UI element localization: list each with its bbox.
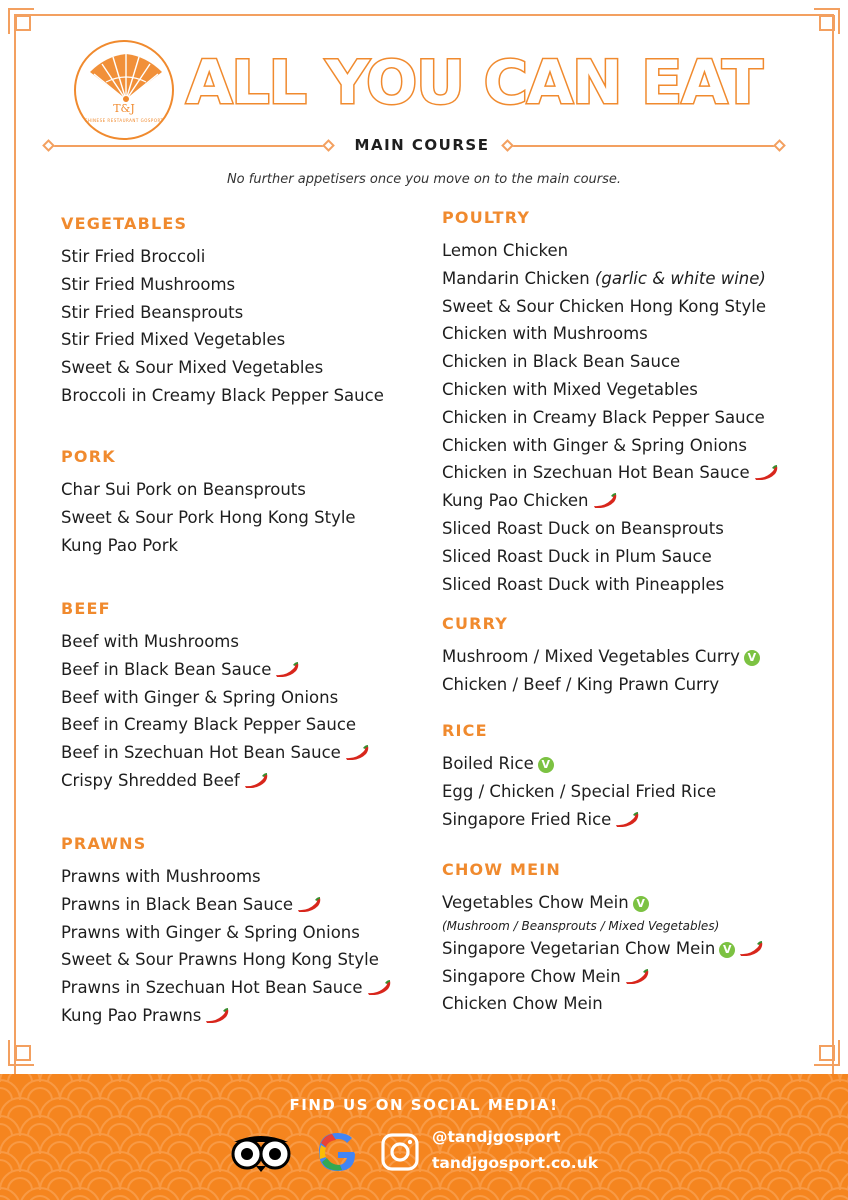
menu-item xyxy=(61,326,421,354)
menu-item-name: Singapore Vegetarian Chow Mein xyxy=(442,938,716,958)
chili-pepper-icon xyxy=(274,661,300,677)
menu-section-beef xyxy=(61,598,421,795)
page-title: ALL YOU CAN EAT xyxy=(186,48,762,118)
menu-item xyxy=(442,643,822,671)
vegetarian-icon: V xyxy=(633,896,649,912)
border-corner-top-right xyxy=(814,8,840,34)
menu-item-name: Prawns with Ginger & Spring Onions xyxy=(61,922,360,942)
menu-item-name: Stir Fried Mushrooms xyxy=(61,274,236,294)
menu-item xyxy=(61,382,421,410)
divider-diamond xyxy=(42,139,55,152)
menu-item xyxy=(61,919,421,947)
vegetarian-icon: V xyxy=(744,650,760,666)
border-corner-bottom-right xyxy=(814,1040,840,1066)
instagram-handle[interactable]: @tandjgosport xyxy=(432,1128,561,1146)
menu-item xyxy=(442,376,822,404)
chili-pepper-icon xyxy=(592,492,618,508)
footer-title: FIND US ON SOCIAL MEDIA! xyxy=(289,1096,559,1114)
divider-right xyxy=(510,145,778,147)
tripadvisor-owl-icon[interactable] xyxy=(230,1132,292,1172)
section-title: BEEF xyxy=(61,599,111,618)
menu-item-note xyxy=(442,917,822,935)
section-title: PRAWNS xyxy=(61,834,147,853)
menu-item-name: Prawns in Black Bean Sauce xyxy=(61,894,294,914)
chili-pepper-icon xyxy=(296,896,322,912)
menu-item xyxy=(442,750,822,778)
menu-item xyxy=(61,1002,421,1030)
section-title: POULTRY xyxy=(442,208,531,227)
logo-text: T&J xyxy=(113,102,135,115)
social-footer xyxy=(0,1074,848,1200)
menu-item-name: Chicken with Ginger & Spring Onions xyxy=(442,435,747,455)
menu-item-name: Sweet & Sour Pork Hong Kong Style xyxy=(61,507,356,527)
menu-item xyxy=(442,778,822,806)
google-g-icon[interactable] xyxy=(318,1132,358,1172)
menu-item-detail: (garlic & white wine) xyxy=(594,268,766,288)
menu-item xyxy=(61,711,421,739)
menu-item-name: Sliced Roast Duck on Beansprouts xyxy=(442,518,724,538)
vegetarian-icon: V xyxy=(538,757,554,773)
menu-item xyxy=(442,265,822,293)
menu-item xyxy=(442,515,822,543)
menu-item-list xyxy=(61,476,421,559)
menu-item-name: Kung Pao Prawns xyxy=(61,1005,202,1025)
menu-item xyxy=(61,946,421,974)
menu-item-name: Lemon Chicken xyxy=(442,241,569,260)
menu-item xyxy=(61,684,421,712)
menu-item-name: Chicken with Mixed Vegetables xyxy=(442,379,698,399)
menu-item-name: (Mushroom / Beansprouts / Mixed Vegetables) xyxy=(442,918,720,933)
menu-item-name: Chicken with Mushrooms xyxy=(442,324,648,344)
menu-section-rice xyxy=(442,720,822,833)
chili-pepper-icon xyxy=(344,744,370,760)
chili-pepper-icon xyxy=(366,979,392,995)
menu-item xyxy=(61,476,421,504)
divider-left xyxy=(50,145,328,147)
menu-item xyxy=(61,271,421,299)
section-title: RICE xyxy=(442,721,488,740)
menu-item-name: Chicken in Black Bean Sauce xyxy=(442,352,681,372)
menu-item xyxy=(442,543,822,571)
menu-item-name: Vegetables Chow Mein xyxy=(442,893,629,912)
wave-pattern xyxy=(0,1074,848,1200)
menu-item-list xyxy=(61,628,421,795)
menu-item-name: Singapore Fried Rice xyxy=(442,809,612,829)
menu-item xyxy=(61,243,421,271)
menu-item xyxy=(61,656,421,684)
menu-item-name: Prawns with Mushrooms xyxy=(61,867,261,886)
menu-item-name: Boiled Rice xyxy=(442,754,534,773)
menu-item xyxy=(442,432,822,460)
menu-item-name: Sliced Roast Duck with Pineapples xyxy=(442,574,725,594)
menu-item-name: Beef with Mushrooms xyxy=(61,632,239,651)
menu-section-curry xyxy=(442,613,822,699)
menu-item-name: Stir Fried Beansprouts xyxy=(61,302,244,322)
fan-icon xyxy=(76,42,176,142)
menu-item xyxy=(61,767,421,795)
menu-item-name: Chicken in Szechuan Hot Bean Sauce xyxy=(442,463,750,483)
divider-diamond xyxy=(322,139,335,152)
menu-item-list xyxy=(442,750,822,833)
page-subtitle: MAIN COURSE xyxy=(354,136,490,154)
menu-item-name: Sliced Roast Duck in Plum Sauce xyxy=(442,546,712,566)
border-corner-top-left xyxy=(8,8,34,34)
chili-pepper-icon xyxy=(738,940,764,956)
menu-item xyxy=(61,299,421,327)
menu-item-name: Beef in Creamy Black Pepper Sauce xyxy=(61,715,357,735)
menu-item-name: Egg / Chicken / Special Fried Rice xyxy=(442,781,717,801)
menu-item xyxy=(442,806,822,834)
menu-item xyxy=(61,504,421,532)
menu-section-prawns xyxy=(61,833,421,1030)
menu-item-name: Broccoli in Creamy Black Pepper Sauce xyxy=(61,385,384,405)
menu-section-vegetables xyxy=(61,213,421,410)
restaurant-logo xyxy=(74,40,174,140)
instagram-icon[interactable] xyxy=(380,1132,420,1172)
logo-subtext: CHINESE RESTAURANT GOSPORT xyxy=(84,118,164,123)
menu-item-list xyxy=(61,863,421,1030)
menu-item xyxy=(442,293,822,321)
menu-section-poultry xyxy=(442,207,822,598)
vegetarian-icon: V xyxy=(719,942,735,958)
menu-item-list xyxy=(442,237,822,598)
menu-item-name: Chicken in Creamy Black Pepper Sauce xyxy=(442,407,765,427)
menu-item xyxy=(442,404,822,432)
menu-item xyxy=(442,320,822,348)
chili-pepper-icon xyxy=(614,811,640,827)
menu-item xyxy=(61,628,421,656)
menu-item-name: Mandarin Chicken xyxy=(442,268,595,288)
menu-item-name: Chicken Chow Mein xyxy=(442,994,603,1014)
menu-item-name: Sweet & Sour Mixed Vegetables xyxy=(61,358,324,378)
section-title: PORK xyxy=(61,447,116,466)
menu-item xyxy=(61,739,421,767)
chili-pepper-icon xyxy=(624,968,650,984)
divider-diamond xyxy=(773,139,786,152)
menu-item-name: Beef in Black Bean Sauce xyxy=(61,659,272,679)
menu-item-name: Sweet & Sour Prawns Hong Kong Style xyxy=(61,950,379,970)
menu-item xyxy=(61,532,421,560)
menu-item-name: Stir Fried Mixed Vegetables xyxy=(61,330,286,350)
menu-section-chow-mein xyxy=(442,859,822,1018)
menu-item xyxy=(442,963,822,991)
chili-pepper-icon xyxy=(204,1007,230,1023)
subtitle-row xyxy=(44,134,784,158)
menu-item-name: Beef in Szechuan Hot Bean Sauce xyxy=(61,743,341,763)
menu-item xyxy=(442,889,822,917)
menu-item-name: Prawns in Szechuan Hot Bean Sauce xyxy=(61,978,363,998)
menu-item-name: Sweet & Sour Chicken Hong Kong Style xyxy=(442,296,766,316)
website-link[interactable]: tandjgosport.co.uk xyxy=(432,1154,599,1172)
section-title: VEGETABLES xyxy=(61,214,188,233)
menu-item xyxy=(442,459,822,487)
section-title: CHOW MEIN xyxy=(442,860,561,879)
border-corner-bottom-left xyxy=(8,1040,34,1066)
menu-item-name: Kung Pao Chicken xyxy=(442,491,589,511)
menu-item xyxy=(61,891,421,919)
menu-section-pork xyxy=(61,446,421,559)
menu-note: No further appetisers once you move on to the main course. xyxy=(226,172,622,187)
menu-item xyxy=(61,863,421,891)
chili-pepper-icon xyxy=(753,464,779,480)
menu-item xyxy=(442,571,822,599)
menu-item xyxy=(442,671,822,699)
menu-item-list xyxy=(442,643,822,699)
menu-item xyxy=(442,348,822,376)
menu-item xyxy=(61,974,421,1002)
menu-item xyxy=(442,990,822,1018)
menu-item-name: Stir Fried Broccoli xyxy=(61,247,206,266)
chili-pepper-icon xyxy=(243,772,269,788)
menu-item-name: Crispy Shredded Beef xyxy=(61,770,240,790)
menu-item xyxy=(61,354,421,382)
menu-item-name: Mushroom / Mixed Vegetables Curry xyxy=(442,647,740,666)
menu-item-name: Singapore Chow Mein xyxy=(442,966,621,986)
menu-item-name: Beef with Ginger & Spring Onions xyxy=(61,687,339,707)
menu-item-list xyxy=(442,889,822,1018)
section-title: CURRY xyxy=(442,614,509,633)
menu-item xyxy=(442,487,822,515)
menu-item-list xyxy=(61,243,421,410)
menu-item-name: Char Sui Pork on Beansprouts xyxy=(61,480,306,499)
menu-item xyxy=(442,237,822,265)
menu-item xyxy=(442,935,822,963)
menu-item-name: Kung Pao Pork xyxy=(61,535,179,555)
menu-item-name: Chicken / Beef / King Prawn Curry xyxy=(442,674,720,694)
